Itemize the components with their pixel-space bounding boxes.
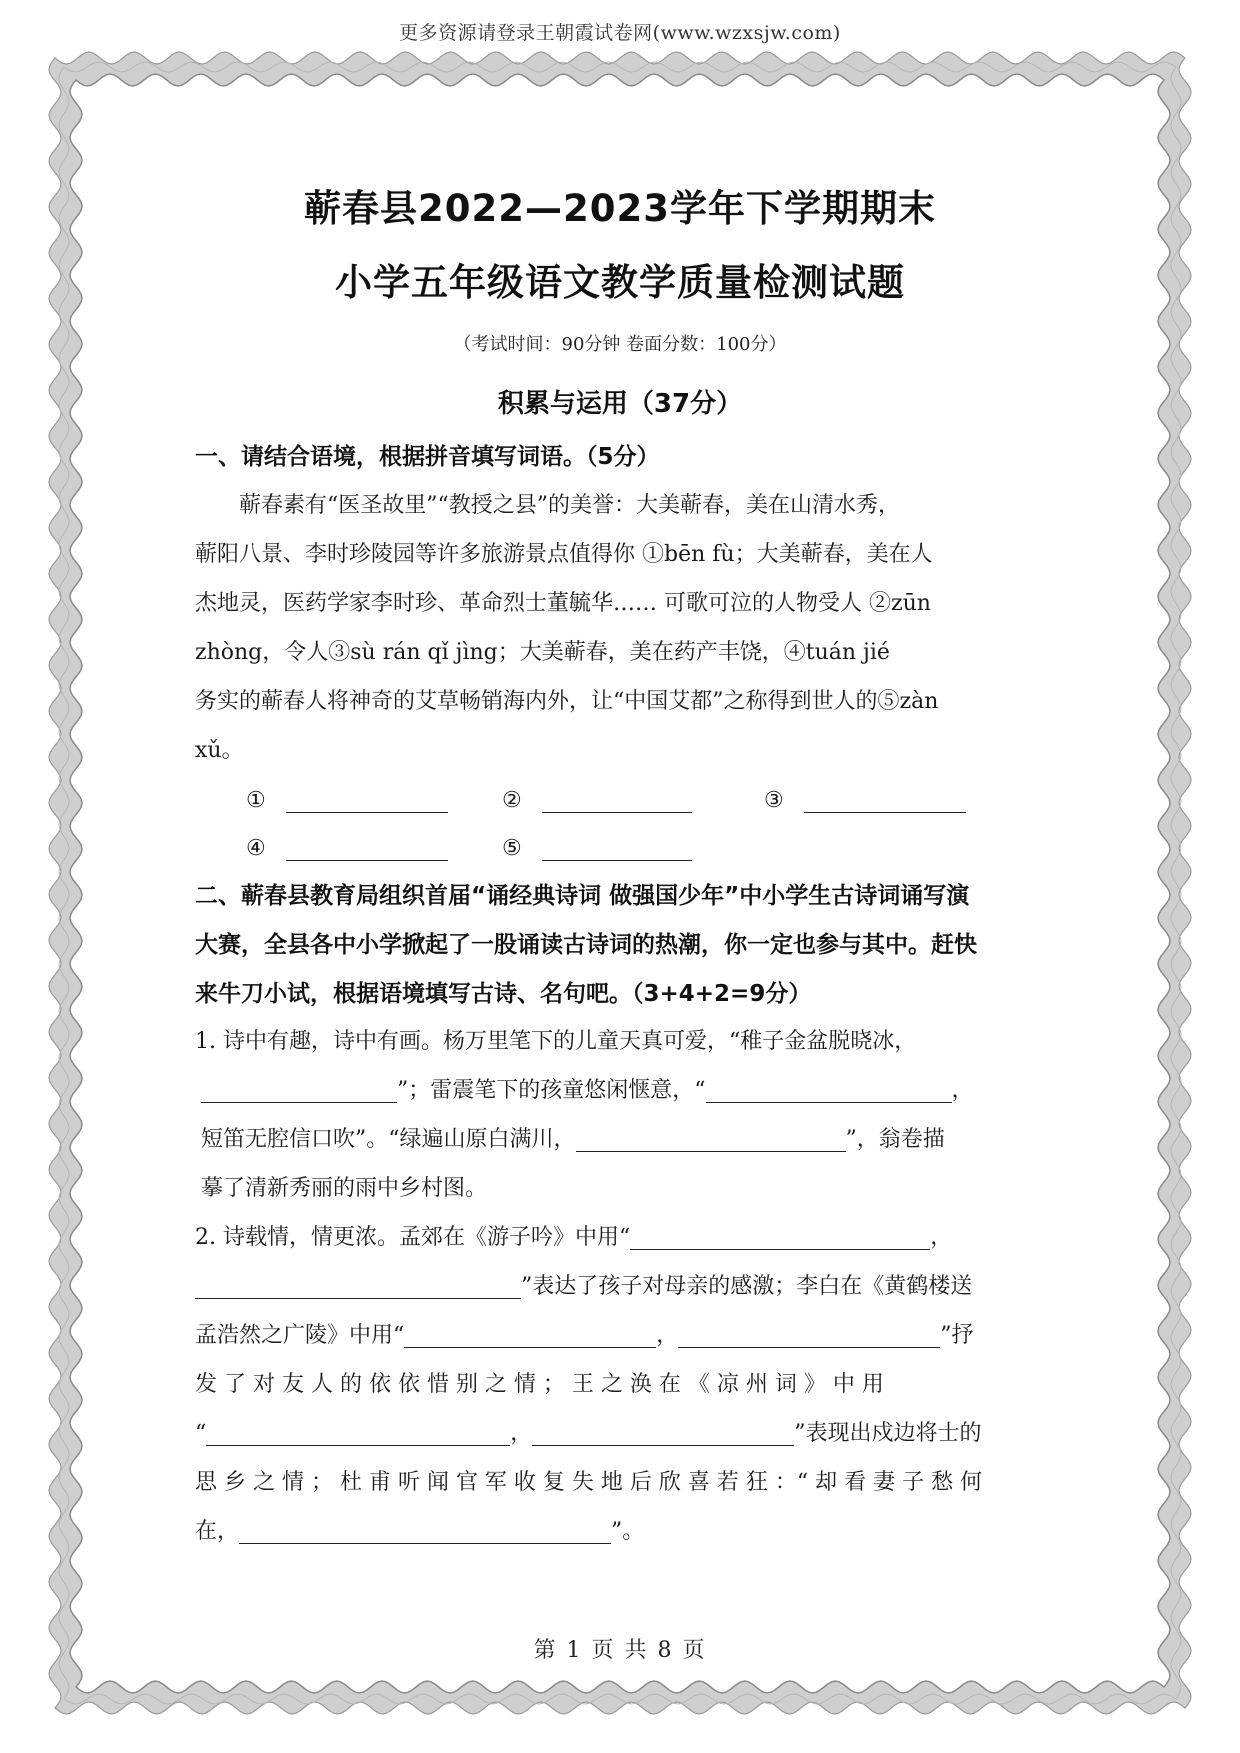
item-1-line-2-text-a: ”；雷震笔下的孩童悠闲惬意，“ bbox=[397, 1078, 706, 1103]
answer-label-4: ④ bbox=[246, 836, 266, 861]
item-2-line-3-text-c: ”抒 bbox=[940, 1323, 974, 1348]
passage-line-6: xǔ。 bbox=[195, 738, 244, 763]
passage-line-4: zhòng，令人③sù rán qǐ jìng；大美蕲春，美在药产丰饶，④tuán jié bbox=[195, 640, 890, 665]
answer-line-3[interactable] bbox=[804, 784, 966, 813]
item-2-line-2 bbox=[195, 1262, 1047, 1311]
item-2-line-1-text-a: 2. 诗载情，情更浓。孟郊在《游子吟》中用“ bbox=[195, 1225, 631, 1250]
poem-blank-4[interactable] bbox=[630, 1223, 930, 1250]
answer-line-5[interactable] bbox=[542, 832, 692, 861]
question-2-item-2 bbox=[195, 1213, 1047, 1556]
answer-line-2[interactable] bbox=[542, 784, 692, 813]
item-2-line-4: 发 了 对 友 人 的 依 依 惜 别 之 情 ； 王 之 涣 在 《 凉 州 词 》 中 用 bbox=[195, 1372, 884, 1397]
answer-label-3: ③ bbox=[764, 788, 784, 813]
answer-slot-4[interactable] bbox=[246, 832, 448, 861]
item-2-line-7-text-a: 在， bbox=[195, 1519, 240, 1544]
item-2-line-5-text-a: “ bbox=[195, 1421, 207, 1446]
answer-line-4[interactable] bbox=[286, 832, 448, 861]
item-1-line-3-text-b: ”，翁卷描 bbox=[845, 1127, 945, 1152]
answer-label-2: ② bbox=[502, 788, 522, 813]
item-1-line-3-text-a: 短笛无腔信口吹”。“绿遍山原白满川， bbox=[201, 1127, 576, 1152]
item-1-line-4-text: 摹了清新秀丽的雨中乡村图。 bbox=[201, 1176, 488, 1201]
passage-line-5: 务实的蕲春人将神奇的艾草畅销海内外，让“中国艾都”之称得到世人的⑤zàn bbox=[195, 689, 939, 714]
item-2-line-5-text-b: ， bbox=[510, 1421, 533, 1446]
exam-info: （考试时间：90分钟 卷面分数：100分） bbox=[453, 334, 787, 355]
item-1-line-2-text-b: ， bbox=[951, 1078, 974, 1103]
poem-blank-9[interactable] bbox=[532, 1419, 794, 1446]
item-2-line-3-text-a: 孟浩然之广陵》中用“ bbox=[195, 1323, 405, 1348]
item-2-line-3-text-b: ， bbox=[656, 1323, 679, 1348]
poem-blank-7[interactable] bbox=[678, 1321, 940, 1348]
item-1-line-1: 1. 诗中有趣，诗中有画。杨万里笔下的儿童天真可爱，“稚子金盆脱晓冰， bbox=[195, 1029, 917, 1054]
page-footer: 第 1 页 共 8 页 bbox=[533, 1638, 707, 1663]
item-2-line-5-text-c: ”表现出戍边将士的 bbox=[794, 1421, 982, 1446]
item-2-line-3 bbox=[195, 1311, 1047, 1360]
question-2-heading bbox=[195, 872, 1047, 1019]
poem-blank-8[interactable] bbox=[206, 1419, 510, 1446]
item-1-line-2 bbox=[195, 1066, 1047, 1115]
question-2-heading-line-3: 来牛刀小试，根据语境填写古诗、名句吧。（3+4+2=9分） bbox=[195, 981, 812, 1007]
poem-blank-2[interactable] bbox=[706, 1076, 952, 1103]
poem-blank-5[interactable] bbox=[195, 1272, 521, 1299]
item-2-line-7 bbox=[195, 1507, 1047, 1556]
answer-label-5: ⑤ bbox=[502, 836, 522, 861]
poem-blank-10[interactable] bbox=[239, 1517, 611, 1544]
question-2-heading-line-1: 二、蕲春县教育局组织首届“诵经典诗词 做强国少年”中小学生古诗词诵写演 bbox=[195, 883, 970, 909]
item-2-line-7-text-b: ”。 bbox=[611, 1519, 645, 1544]
item-2-line-1 bbox=[195, 1213, 1047, 1262]
poem-blank-1[interactable] bbox=[201, 1076, 397, 1103]
answer-slot-1[interactable] bbox=[246, 784, 448, 813]
item-2-line-5 bbox=[195, 1409, 1047, 1458]
question-1-passage bbox=[195, 481, 1047, 775]
item-1-line-4 bbox=[195, 1164, 1047, 1213]
answer-label-1: ① bbox=[246, 788, 266, 813]
answer-slot-3[interactable] bbox=[764, 784, 966, 813]
item-2-line-6: 思 乡 之 情 ； 杜 甫 听 闻 官 军 收 复 失 地 后 欣 喜 若 狂 ：“ 却 看 妻 子 愁 何 bbox=[195, 1470, 983, 1495]
item-1-line-3 bbox=[195, 1115, 1047, 1164]
question-1-heading bbox=[195, 433, 1047, 482]
question-2-heading-line-2: 大赛，全县各中小学掀起了一股诵读古诗词的热潮，你一定也参与其中。赶快 bbox=[195, 932, 977, 958]
passage-line-3: 杰地灵，医药学家李时珍、革命烈士董毓华…… 可歌可泣的人物受人 ②zūn bbox=[195, 591, 931, 616]
question-1-heading-text: 一、请结合语境，根据拼音填写词语。（5分） bbox=[195, 444, 660, 470]
item-2-line-1-text-b: ， bbox=[930, 1225, 953, 1250]
title-line-2: 小学五年级语文教学质量检测试题 bbox=[335, 261, 905, 304]
poem-blank-6[interactable] bbox=[404, 1321, 656, 1348]
title-line-1: 蕲春县2022—2023学年下学期期末 bbox=[304, 187, 936, 230]
header-note: 更多资源请登录王朝霞试卷网(www.wzxsjw.com) bbox=[399, 22, 841, 44]
item-2-line-2-text-a: ”表达了孩子对母亲的感激；李白在《黄鹤楼送 bbox=[521, 1274, 973, 1299]
answer-line-1[interactable] bbox=[286, 784, 448, 813]
answer-slot-2[interactable] bbox=[502, 784, 692, 813]
answer-slot-5[interactable] bbox=[502, 832, 692, 861]
section-title: 积累与运用（37分） bbox=[497, 389, 743, 419]
poem-blank-3[interactable] bbox=[576, 1125, 846, 1152]
passage-line-1: 蕲春素有“医圣故里”“教授之县”的美誉：大美蕲春，美在山清水秀， bbox=[195, 493, 900, 518]
question-2-item-1 bbox=[195, 1017, 1047, 1213]
passage-line-2: 蕲阳八景、李时珍陵园等许多旅游景点值得你 ①bēn fù；大美蕲春，美在人 bbox=[195, 542, 933, 567]
